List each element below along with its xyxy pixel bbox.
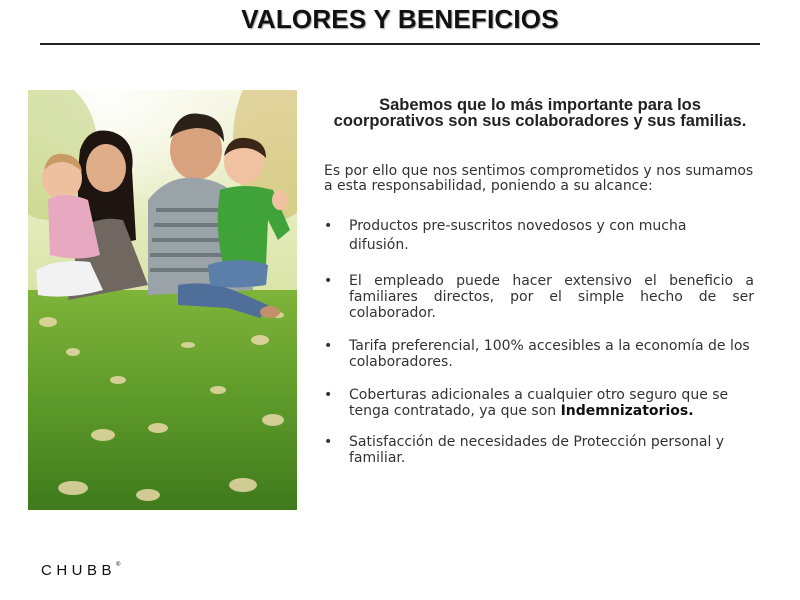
subtitle: Sabemos que lo más importante para los coorporativos son sus colaboradores y sus familias. [333,96,747,130]
list-item [324,434,754,466]
intro-paragraph: Es por ello que nos sentimos comprometidos y nos sumamos a esta responsabilidad, poniendo a su alcance: [324,163,754,194]
benefits-list [324,218,754,466]
list-item-text: Tarifa preferencial, 100% accesibles a la economía de los colaboradores. [349,338,750,370]
list-item-text-cont: difusión. [349,237,409,253]
list-item-emphasis: Indemnizatorios. [560,403,694,419]
list-item-text: Productos pre-suscritos novedosos y con mucha [349,218,687,234]
list-item-text: Coberturas adicionales a cualquier otro seguro que se tenga contratado, ya que son [349,387,729,419]
logo-text: CHUBB [41,562,117,579]
title-divider [40,43,760,45]
list-item [324,273,754,321]
list-item-text: Satisfacción de necesidades de Protección personal y familiar. [349,434,725,466]
slide-title: VALORES Y BENEFICIOS [241,4,559,34]
chubb-logo [41,562,120,579]
registered-mark: ® [116,562,121,568]
list-item-text: El empleado puede hacer extensivo el beneficio a familiares directos, por el simple hecho de ser colaborador. [349,273,754,321]
list-item [324,218,754,256]
family-photo [28,90,297,510]
list-item [324,387,754,419]
list-item [324,338,754,370]
